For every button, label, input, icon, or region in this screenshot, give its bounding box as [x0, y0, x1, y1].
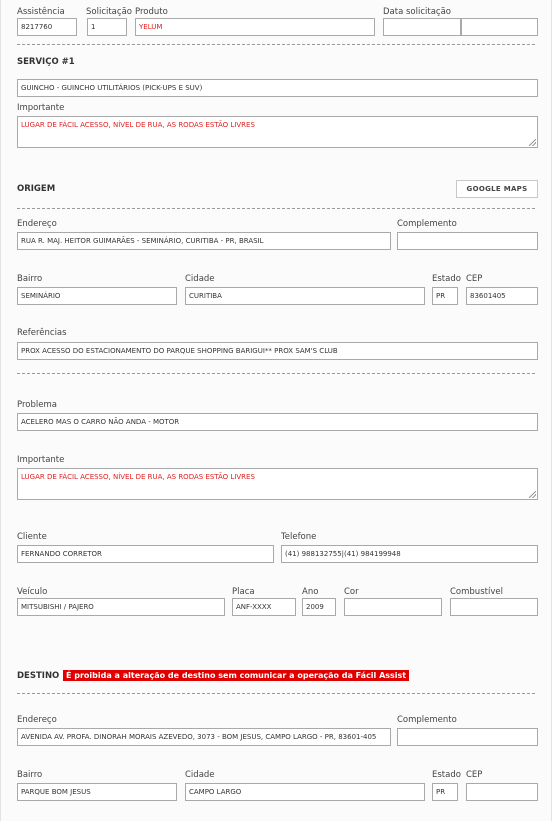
veiculo-label: Veículo [17, 587, 48, 597]
data-solicitacao-date-field[interactable] [383, 18, 461, 36]
origem-cidade-label: Cidade [185, 274, 215, 284]
placa-label: Placa [232, 587, 255, 597]
veiculo-field[interactable]: MITSUBISHI / PAJERO [17, 598, 225, 616]
problema-importante-text: LUGAR DE FÁCIL ACESSO, NÍVEL DE RUA, AS RODAS ESTÃO LIVRES [21, 473, 255, 481]
resize-grip-icon[interactable] [529, 139, 536, 146]
destino-cep-field[interactable] [466, 783, 538, 801]
origem-cidade-field[interactable]: CURITIBA [185, 287, 425, 305]
problema-label: Problema [17, 400, 57, 410]
divider [17, 693, 535, 694]
origem-endereco-label: Endereço [17, 219, 57, 229]
servico-importante-textarea[interactable] [17, 116, 538, 148]
telefone-field[interactable]: (41) 988132755|(41) 984199948 [281, 545, 538, 563]
destino-endereco-label: Endereço [17, 715, 57, 725]
problema-importante-textarea[interactable] [17, 468, 538, 500]
cor-label: Cor [344, 587, 359, 597]
combustivel-label: Combustível [450, 587, 503, 597]
cliente-label: Cliente [17, 532, 47, 542]
ano-label: Ano [302, 587, 319, 597]
destino-bairro-label: Bairro [17, 770, 43, 780]
destino-title: DESTINO [17, 671, 60, 681]
produto-field[interactable]: YELUM [135, 18, 375, 36]
destino-estado-field[interactable]: PR [432, 783, 458, 801]
problema-field[interactable]: ACELERO MAS O CARRO NÃO ANDA - MOTOR [17, 413, 538, 431]
data-solicitacao-label: Data solicitação [383, 7, 452, 17]
google-maps-button[interactable]: GOOGLE MAPS [456, 180, 538, 198]
divider [17, 44, 535, 45]
assistencia-field[interactable]: 8217760 [17, 18, 77, 36]
cliente-field[interactable]: FERNANDO CORRETOR [17, 545, 274, 563]
placa-field[interactable]: ANF-XXXX [232, 598, 296, 616]
destino-bairro-field[interactable]: PARQUE BOM JESUS [17, 783, 177, 801]
assistencia-label: Assistência [17, 7, 65, 17]
origem-endereco-field[interactable]: RUA R. MAJ. HEITOR GUIMARÃES - SEMINÁRIO, CURITIBA - PR, BRASIL [17, 232, 391, 250]
telefone-label: Telefone [281, 532, 317, 542]
destino-estado-label: Estado [432, 770, 461, 780]
servico-importante-text: LUGAR DE FÁCIL ACESSO, NÍVEL DE RUA, AS RODAS ESTÃO LIVRES [21, 121, 255, 129]
destino-complemento-field[interactable] [397, 728, 538, 746]
destino-complemento-label: Complemento [397, 715, 457, 725]
cor-field[interactable] [344, 598, 442, 616]
servico-title: SERVIÇO #1 [17, 57, 75, 67]
origem-referencias-field[interactable]: PROX ACESSO DO ESTACIONAMENTO DO PARQUE SHOPPING BARIGUI** PROX SAM'S CLUB [17, 342, 538, 360]
divider [17, 373, 535, 374]
combustivel-field[interactable] [450, 598, 538, 616]
problema-importante-label: Importante [17, 455, 65, 465]
ano-field[interactable]: 2009 [302, 598, 336, 616]
destino-cidade-label: Cidade [185, 770, 215, 780]
divider [17, 208, 535, 209]
origem-estado-label: Estado [432, 274, 461, 284]
resize-grip-icon[interactable] [529, 491, 536, 498]
origem-complemento-field[interactable] [397, 232, 538, 250]
servico-importante-label: Importante [17, 103, 65, 113]
origem-referencias-label: Referências [17, 328, 67, 338]
destino-endereco-field[interactable]: AVENIDA AV. PROFA. DINORAH MORAIS AZEVEDO, 3073 - BOM JESUS, CAMPO LARGO - PR, 83601-405 [17, 728, 391, 746]
servico-field[interactable]: GUINCHO - GUINCHO UTILITÁRIOS (PICK-UPS E SUV) [17, 79, 538, 97]
destino-cidade-field[interactable]: CAMPO LARGO [185, 783, 425, 801]
data-solicitacao-time-field[interactable] [461, 18, 538, 36]
origem-complemento-label: Complemento [397, 219, 457, 229]
solicitacao-label: Solicitação [86, 7, 132, 17]
destino-cep-label: CEP [466, 770, 483, 780]
destino-warning-badge: É proibida a alteração de destino sem comunicar a operação da Fácil Assist [63, 670, 409, 681]
produto-label: Produto [135, 7, 168, 17]
solicitacao-field[interactable]: 1 [87, 18, 127, 36]
origem-cep-label: CEP [466, 274, 483, 284]
origem-bairro-label: Bairro [17, 274, 43, 284]
origem-estado-field[interactable]: PR [432, 287, 458, 305]
origem-bairro-field[interactable]: SEMINÁRIO [17, 287, 177, 305]
origem-title: ORIGEM [17, 184, 56, 194]
origem-cep-field[interactable]: 83601405 [466, 287, 538, 305]
